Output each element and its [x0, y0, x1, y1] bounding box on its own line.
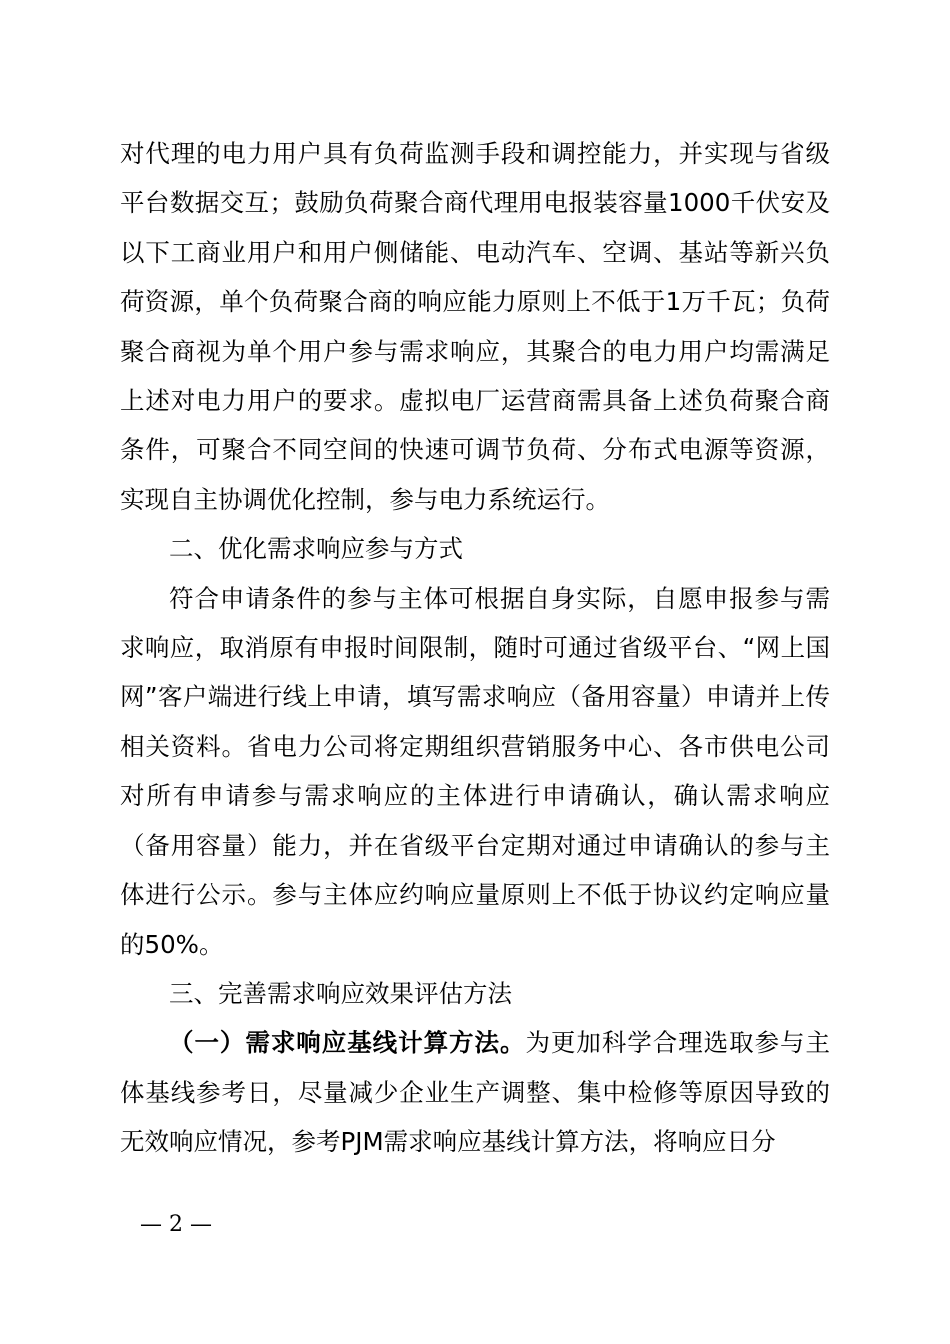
paragraph-baseline-text: 为更加科学合理选取参与主体基线参考日，尽量减少企业生产调整、集中检修等原因导致的无效响应情况，参考PJM需求响应基线计算方法，将响应日分: [120, 1028, 831, 1157]
paragraph-continuation: 对代理的电力用户具有负荷监测手段和调控能力，并实现与省级平台数据交互；鼓励负荷聚合商代理用电报装容量1000千伏安及以下工商业用户和用户侧储能、电动汽车、空调、基站等新兴负荷资源，单个负荷聚合商的响应能力原则上不低于1万千瓦；负荷聚合商视为单个用户参与需求响应，其聚合的电力用户均需满足上述对电力用户的要求。虚拟电厂运营商需具备上述负荷聚合商条件，可聚合不同空间的快速可调节负荷、分布式电源等资源，实现自主协调优化控制，参与电力系统运行。: [120, 139, 830, 514]
paragraph-participation: 符合申请条件的参与主体可根据自身实际，自愿申报参与需求响应，取消原有申报时间限制，随时可通过省级平台、“网上国网”客户端进行线上申请，填写需求响应（备用容量）申请并上传相关资料。省电力公司将定期组织营销服务中心、各市供电公司对所有申请参与需求响应的主体进行申请确认，确认需求响应（备用容量）能力，并在省级平台定期对通过申请确认的参与主体进行公示。参与主体应约响应量原则上不低于协议约定响应量的50%。: [120, 583, 830, 959]
page-number: — 2 —: [140, 1212, 212, 1237]
subsection-heading-baseline: （一）需求响应基线计算方法。: [169, 1028, 526, 1058]
paragraph-baseline: [120, 1018, 830, 1166]
section-heading-3: 三、完善需求响应效果评估方法: [169, 978, 512, 1008]
section-heading-2: 二、优化需求响应参与方式: [169, 534, 463, 564]
document-body: [120, 129, 830, 1167]
